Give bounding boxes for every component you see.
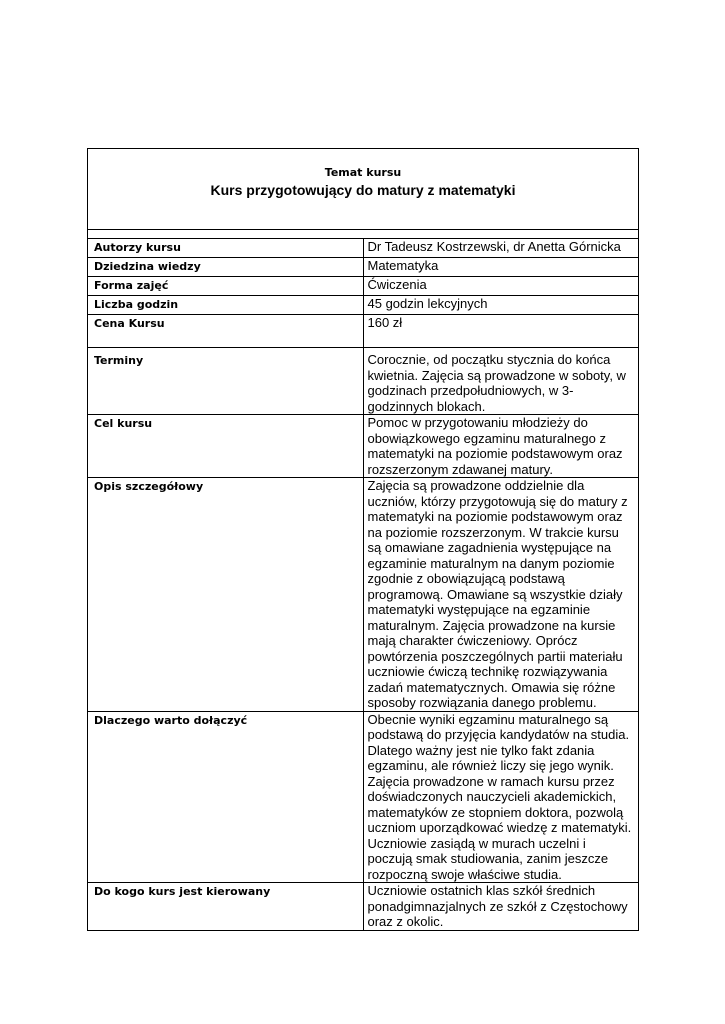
row-value: Zajęcia są prowadzone oddzielnie dla uczniów, którzy przygotowują się do matury z matematyki na poziomie podstawowym oraz na poziomie rozszerzonym. W trakcie kursu są omawiane zagadnienia występujące na egzaminie maturalnym na danym poziomie zgodnie z obowiązującą podstawą programową. Omawiane są wszystkie działy matematyki występujące na egzaminie maturalnym. Zajęcia prowadzone na kursie mają charakter ćwiczeniowy. Oprócz powtórzenia poszczególnych partii materiału uczniowie ćwiczą technikę rozwiązywania zadań matematycznych. Omawia się różne sposoby rozwiązania danego problemu. xyxy=(363,478,639,712)
row-authors xyxy=(88,239,639,258)
row-label: Liczba godzin xyxy=(88,296,364,315)
row-label: Forma zajęć xyxy=(88,277,364,296)
row-why-join xyxy=(88,711,639,883)
row-value: Uczniowie ostatnich klas szkół średnich ponadgimnazjalnych ze szkół z Częstochowy oraz z okolic. xyxy=(363,883,639,931)
course-table xyxy=(87,148,639,931)
row-value: Dr Tadeusz Kostrzewski, dr Anetta Górnicka xyxy=(363,239,639,258)
row-audience xyxy=(88,883,639,931)
spacer-row xyxy=(88,230,639,239)
row-value: 160 zł xyxy=(363,315,639,348)
header-row xyxy=(88,149,639,230)
row-value: Pomoc w przygotowaniu młodzieży do obowiązkowego egzaminu maturalnego z matematyki na poziomie podstawowym oraz rozszerzonym zdawanej matury. xyxy=(363,415,639,478)
row-dates xyxy=(88,348,639,415)
row-description xyxy=(88,478,639,712)
row-hours xyxy=(88,296,639,315)
row-price xyxy=(88,315,639,348)
course-title: Kurs przygotowujący do matury z matematyki xyxy=(210,182,516,198)
row-value: Corocznie, od początku stycznia do końca kwietnia. Zajęcia są prowadzone w soboty, w godzinach przedpołudniowych, w 3-godzinnych blokach. xyxy=(363,348,639,415)
course-document xyxy=(87,148,639,931)
row-value: Matematyka xyxy=(363,258,639,277)
row-label: Cel kursu xyxy=(88,415,364,478)
row-label: Opis szczegółowy xyxy=(88,478,364,712)
row-form xyxy=(88,277,639,296)
row-value: Obecnie wyniki egzaminu maturalnego są podstawą do przyjęcia kandydatów na studia. Dlatego ważny jest nie tylko fakt zdania egzaminu, ale również liczy się jego wynik. Zajęcia prowadzone w ramach kursu przez doświadczonych nauczycieli akademickich, matematyków ze stopniem doktora, pozwolą uczniom uporządkować wiedzę z matematyki. Uczniowie zasiądą w murach uczelni i poczują smak studiowania, zanim jeszcze rozpoczną swoje właściwe studia. xyxy=(363,711,639,883)
row-label: Terminy xyxy=(88,348,364,415)
row-label: Dziedzina wiedzy xyxy=(88,258,364,277)
row-label: Cena Kursu xyxy=(88,315,364,348)
spacer-cell xyxy=(88,230,639,239)
header-label: Temat kursu xyxy=(324,166,402,179)
row-label: Dlaczego warto dołączyć xyxy=(88,711,364,883)
row-value: 45 godzin lekcyjnych xyxy=(363,296,639,315)
row-label: Do kogo kurs jest kierowany xyxy=(88,883,364,931)
row-value: Ćwiczenia xyxy=(363,277,639,296)
row-field xyxy=(88,258,639,277)
row-goal xyxy=(88,415,639,478)
row-label: Autorzy kursu xyxy=(88,239,364,258)
header-cell xyxy=(88,149,639,230)
